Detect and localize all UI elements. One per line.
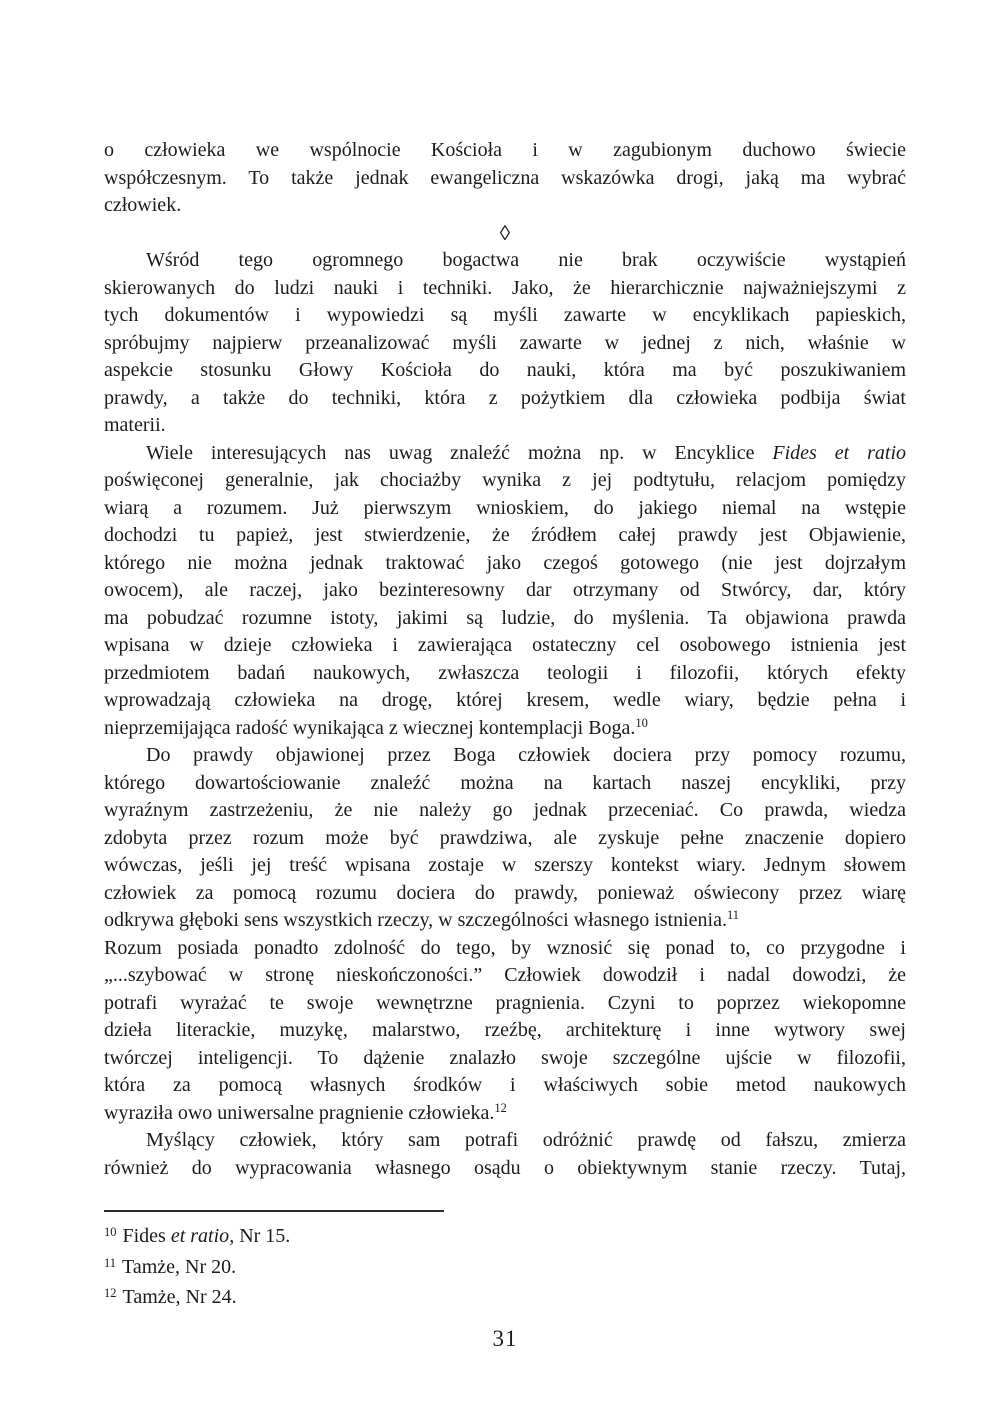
italic-text: et ratio (170, 1225, 230, 1247)
text-line (104, 990, 906, 1018)
text-run: ma pobudzać rozumne istoty, jakimi są ludzie, do myślenia. Ta objawiona prawda (104, 606, 906, 629)
text-run: Tamże, Nr 24. (122, 1286, 237, 1308)
text-line (104, 1072, 906, 1100)
text-line (104, 1155, 906, 1183)
text-run: współczesnym. To także jednak ewangeliczna wskazówka drogi, jaką ma wybrać (104, 166, 906, 189)
text-run: Fides (122, 1225, 171, 1247)
text-line (104, 357, 906, 385)
paragraph (104, 742, 906, 935)
text-run: którego nie można jednak traktować jako czegoś gotowego (nie jest dojrzałym (104, 551, 906, 574)
text-run: „...szybować w stronę nieskończoności.” Człowiek dowodził i nadal dowodzi, że (104, 964, 906, 986)
text-line (104, 687, 906, 715)
text-run: tych dokumentów i wypowiedzi są myśli zawarte w encyklikach papieskich, (104, 304, 906, 326)
text-line (104, 275, 906, 303)
paragraph (104, 935, 906, 1128)
text-run: aspekcie stosunku Głowy Kościoła do nauki, która ma być poszukiwaniem (104, 359, 906, 381)
text-run: Wiele interesujących nas uwag znaleźć można np. w Encyklice (146, 441, 773, 464)
footnote-area (104, 1210, 906, 1313)
text-line (104, 522, 906, 550)
text-line (104, 852, 906, 880)
page-number: 31 (492, 1326, 518, 1351)
text-line (104, 330, 906, 358)
text-line (104, 440, 906, 468)
text-run: materii. (104, 414, 166, 436)
paragraph (104, 247, 906, 440)
text-run: Rozum posiada ponadto zdolność do tego, by wznosić się ponad to, co przygodne i (104, 936, 906, 959)
footnote-marker: 10 (104, 1225, 117, 1239)
footnote-reference: 10 (635, 715, 648, 730)
text-line (104, 192, 906, 220)
text-line (104, 907, 906, 935)
footnotes-list (104, 1221, 906, 1313)
text-line (104, 1127, 906, 1155)
text-line (104, 935, 906, 963)
footnote-separator-rule (104, 1210, 444, 1212)
text-line (104, 247, 906, 275)
text-line (104, 137, 906, 165)
text-line (104, 962, 906, 990)
text-run: wyraziła owo uniwersalne pragnienie człowieka. (104, 1101, 495, 1124)
text-run: człowiek. (104, 194, 182, 216)
text-run: przedmiotem badań naukowych, zwłaszcza teologii i filozofii, których efekty (104, 661, 906, 684)
text-run: poświęconej generalnie, jak chociażby wynika z jej podtytułu, relacjom pomiędzy (104, 469, 906, 491)
text-run: wówczas, jeśli jej treść wpisana zostaje w szerszy kontekst wiary. Jednym słowem (104, 854, 906, 876)
text-run: dzieła literackie, muzykę, malarstwo, rzeźbę, architekturę i inne wytwory swej (104, 1019, 906, 1041)
text-line (104, 302, 906, 330)
paragraph (104, 440, 906, 743)
text-run: Myślący człowiek, który sam potrafi odróżnić prawdę od fałszu, zmierza (146, 1129, 906, 1151)
footnote-marker: 12 (104, 1286, 117, 1300)
text-line (104, 797, 906, 825)
text-line (104, 1100, 906, 1128)
text-run: wyraźnym zastrzeżeniu, że nie należy go jednak przeceniać. Co prawda, wiedza (104, 799, 906, 821)
text-run: owocem), ale raczej, jako bezinteresowny dar otrzymany od Stwórcy, dar, który (104, 579, 906, 601)
text-run: potrafi wyrażać te swoje wewnętrzne pragnienia. Czyni to poprzez wiekopomne (104, 991, 906, 1014)
text-run: twórczej inteligencji. To dążenie znalazło swoje szczególne ujście w filozofii, (104, 1046, 906, 1069)
text-line (104, 467, 906, 495)
text-run: Do prawdy objawionej przez Boga człowiek dociera przy pomocy rozumu, (146, 744, 906, 766)
text-line (104, 412, 906, 440)
footnote-marker: 11 (104, 1255, 117, 1270)
text-run: którego dowartościowanie znaleźć można na kartach naszej encykliki, przy (104, 771, 906, 794)
text-run: skierowanych do ludzi nauki i techniki. Jako, że hierarchicznie najważniejszymi z (104, 276, 906, 299)
section-divider-diamond: ◊ (499, 220, 511, 245)
footnote-item (104, 1282, 906, 1313)
text-block (104, 137, 906, 1182)
text-run: odkrywa głęboki sens wszystkich rzeczy, w szczególności własnego istnienia. (104, 909, 727, 931)
text-run: wiarą a rozumem. Już pierwszym wnioskiem, do jakiego niemal na wstępie (104, 496, 906, 519)
footnote-reference: 11 (726, 908, 740, 922)
text-run: prawdy, a także do techniki, która z pożytkiem dla człowieka podbija świat (104, 386, 906, 409)
text-run: zdobyta przez rozum może być prawdziwa, ale zyskuje pełne znaczenie dopiero (104, 826, 906, 849)
text-line (104, 577, 906, 605)
text-run: wpisana w dzieje człowieka i zawierająca ostateczny cel osobowego istnienia jest (104, 634, 906, 656)
text-line (104, 660, 906, 688)
text-line (104, 632, 906, 660)
text-line (104, 770, 906, 798)
italic-text: Fides et ratio (772, 441, 907, 464)
text-line (104, 385, 906, 413)
text-line (104, 715, 906, 743)
paragraph (104, 1127, 906, 1182)
text-line (104, 1045, 906, 1073)
text-run: która za pomocą własnych środków i właściwych sobie metod naukowych (104, 1074, 906, 1096)
text-line (104, 165, 906, 193)
footnote-item (104, 1221, 906, 1252)
text-run: Wśród tego ogromnego bogactwa nie brak oczywiście wystąpień (146, 249, 906, 271)
text-line (104, 495, 906, 523)
text-run: również do wypracowania własnego osądu o obiektywnym stanie rzeczy. Tutaj, (104, 1156, 906, 1179)
footnote-item (104, 1252, 906, 1283)
paragraph (104, 137, 906, 220)
text-run: o człowieka we wspólnocie Kościoła i w zagubionym duchowo świecie (104, 139, 906, 161)
text-run: , Nr 15. (229, 1225, 291, 1247)
text-run: wprowadzają człowieka na drogę, której kresem, wedle wiary, będzie pełna i (104, 689, 906, 711)
text-run: dochodzi tu papież, jest stwierdzenie, że źródłem całej prawdy jest Objawienie, (104, 524, 906, 546)
text-line (104, 880, 906, 908)
text-run: spróbujmy najpierw przeanalizować myśli zawarte w jednej z nich, właśnie w (104, 331, 906, 354)
text-line (104, 1017, 906, 1045)
text-run: Tamże, Nr 20. (122, 1255, 237, 1278)
text-line (104, 742, 906, 770)
text-run: nieprzemijająca radość wynikająca z wiecznej kontemplacji Boga. (104, 716, 636, 739)
text-line (104, 825, 906, 853)
text-run: człowiek za pomocą rozumu dociera do prawdy, ponieważ oświecony przez wiarę (104, 881, 906, 904)
text-line (104, 605, 906, 633)
text-line (104, 550, 906, 578)
footnote-reference: 12 (494, 1100, 507, 1115)
